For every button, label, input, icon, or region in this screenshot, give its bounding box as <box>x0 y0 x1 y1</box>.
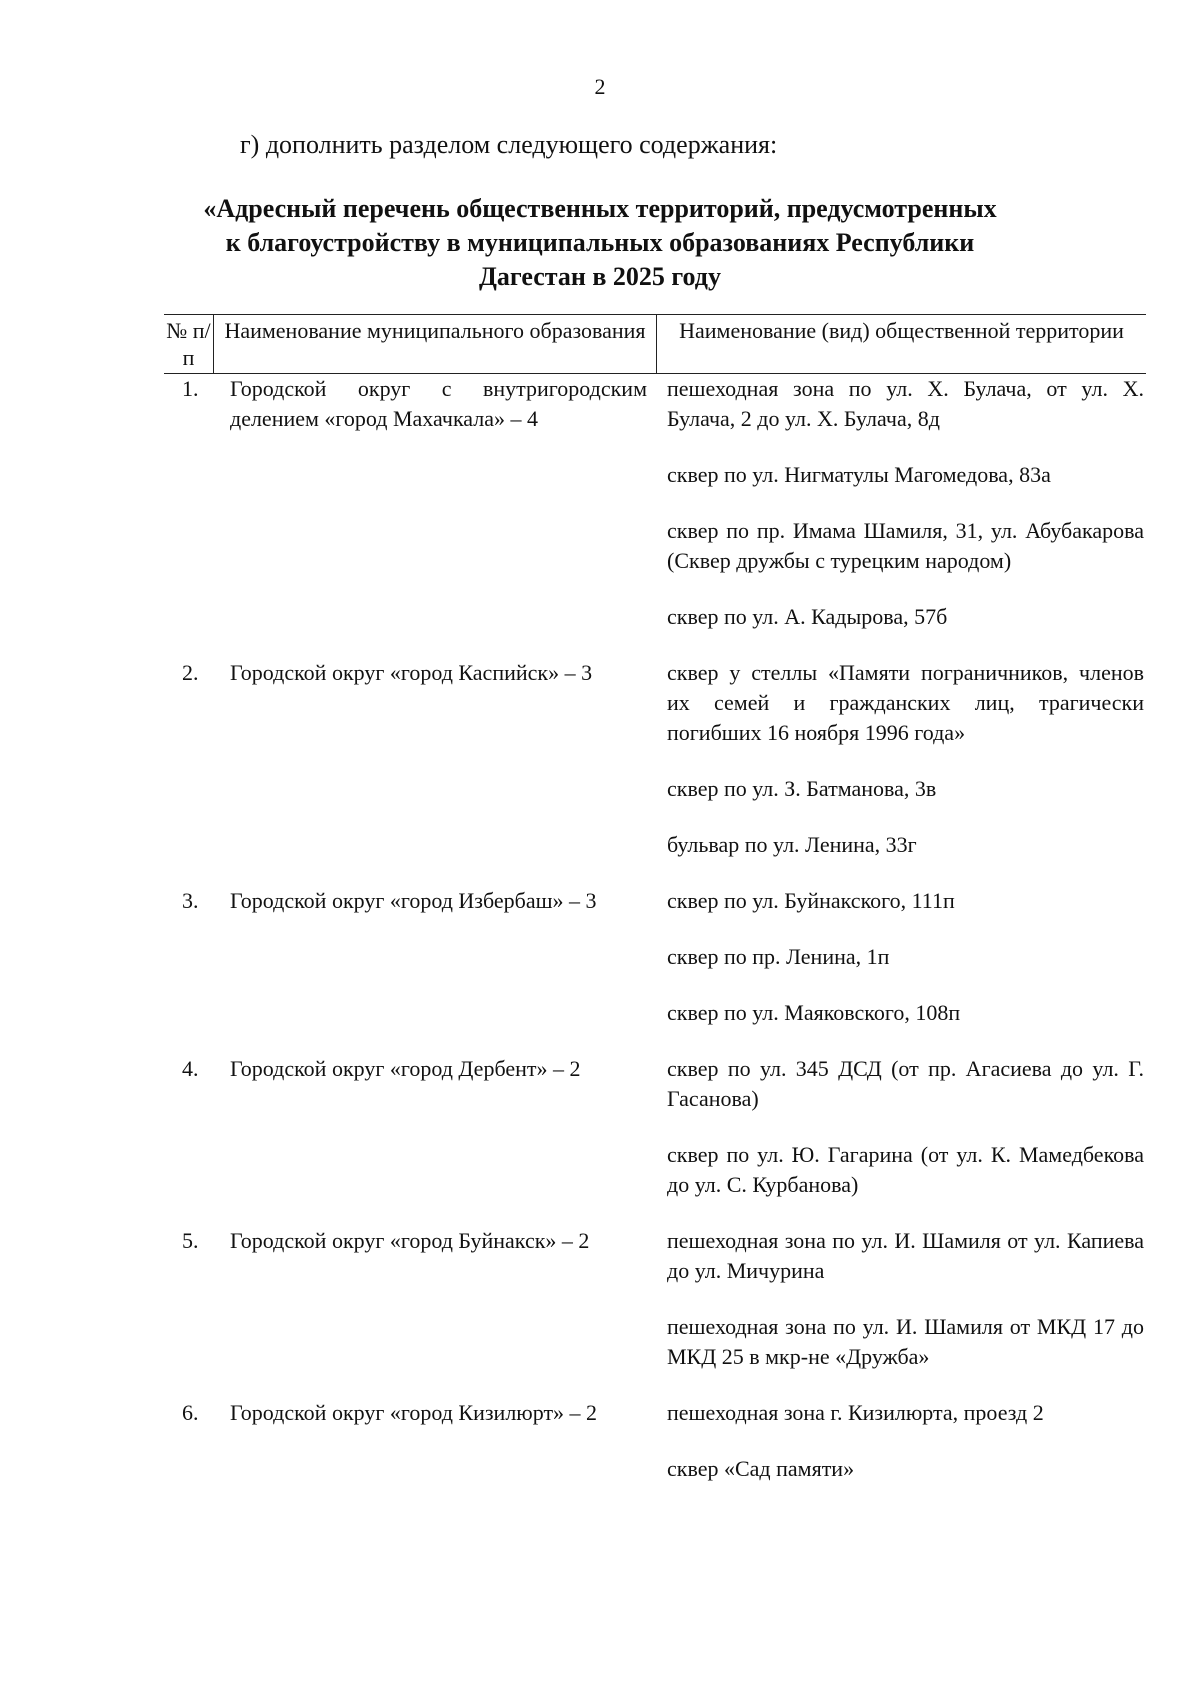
territory-item: сквер по ул. Буйнакского, 111п <box>667 888 955 913</box>
row-number: 5. <box>182 1228 199 1253</box>
territory-item: сквер по ул. Ю. Гагарина (от ул. К. Мамедбекова до ул. С. Курбанова) <box>667 1142 1144 1197</box>
header-municipality: Наименование муниципального образования <box>214 315 657 373</box>
row-number: 6. <box>182 1400 199 1425</box>
document-title <box>150 192 1050 294</box>
table-row <box>164 886 1146 1054</box>
territory-list <box>657 374 1146 658</box>
row-number: 1. <box>182 376 199 401</box>
municipality-name: Городской округ с внутригородским делением «город Махачкала» – 4 <box>230 376 647 431</box>
territory-item: сквер по ул. А. Кадырова, 57б <box>667 604 948 629</box>
territory-list <box>657 1054 1146 1226</box>
header-territory: Наименование (вид) общественной территории <box>679 318 1124 343</box>
table-row <box>164 1054 1146 1226</box>
territory-item: сквер по ул. Маяковского, 108п <box>667 1000 961 1025</box>
territory-list <box>657 1398 1146 1510</box>
municipality-name: Городской округ «город Избербаш» – 3 <box>230 888 597 913</box>
territory-item: пешеходная зона по ул. И. Шамиля от МКД 17 до МКД 25 в мкр-не «Дружба» <box>667 1314 1144 1369</box>
intro-text: г) дополнить разделом следующего содержания: <box>240 130 778 159</box>
municipality-name: Городской округ «город Дербент» – 2 <box>230 1056 581 1081</box>
territory-list <box>657 886 1146 1054</box>
territory-item: пешеходная зона по ул. Х. Булача, от ул. Х. Булача, 2 до ул. Х. Булача, 8д <box>667 376 1144 431</box>
territory-item: бульвар по ул. Ленина, 33г <box>667 832 917 857</box>
municipality-name: Городской округ «город Буйнакск» – 2 <box>230 1228 590 1253</box>
title-line-1: «Адресный перечень общественных территорий, предусмотренных <box>203 194 997 223</box>
table-row <box>164 1226 1146 1398</box>
territory-item: сквер у стеллы «Памяти пограничников, членов их семей и гражданских лиц, трагически погибших 16 ноября 1996 года» <box>667 660 1144 745</box>
title-line-2: к благоустройству в муниципальных образованиях Республики <box>225 228 975 257</box>
row-number: 2. <box>182 660 199 685</box>
territory-item: сквер по ул. 345 ДСД (от пр. Агасиева до ул. Г. Гасанова) <box>667 1056 1144 1111</box>
territory-item: сквер по ул. З. Батманова, 3в <box>667 776 937 801</box>
table-header <box>164 314 1146 374</box>
table-row <box>164 658 1146 886</box>
territory-item: пешеходная зона по ул. И. Шамиля от ул. Капиева до ул. Мичурина <box>667 1228 1144 1283</box>
row-number: 4. <box>182 1056 199 1081</box>
title-line-3: Дагестан в 2025 году <box>479 262 721 291</box>
territory-item: пешеходная зона г. Кизилюрта, проезд 2 <box>667 1400 1044 1425</box>
header-num: № п/п <box>164 315 214 373</box>
territory-item: сквер по пр. Ленина, 1п <box>667 944 890 969</box>
territory-item: сквер по ул. Нигматулы Магомедова, 83а <box>667 462 1051 487</box>
table-row <box>164 374 1146 658</box>
territory-list <box>657 1226 1146 1398</box>
table-row <box>164 1398 1146 1510</box>
territory-item: сквер по пр. Имама Шамиля, 31, ул. Абубакарова (Сквер дружбы с турецким народом) <box>667 518 1144 573</box>
row-number: 3. <box>182 888 199 913</box>
municipality-name: Городской округ «город Кизилюрт» – 2 <box>230 1400 598 1425</box>
territories-table <box>164 314 1146 1510</box>
territory-item: сквер «Сад памяти» <box>667 1456 855 1481</box>
municipality-name: Городской округ «город Каспийск» – 3 <box>230 660 593 685</box>
table-body <box>164 374 1146 1510</box>
page-number: 2 <box>594 74 606 99</box>
territory-list <box>657 658 1146 886</box>
